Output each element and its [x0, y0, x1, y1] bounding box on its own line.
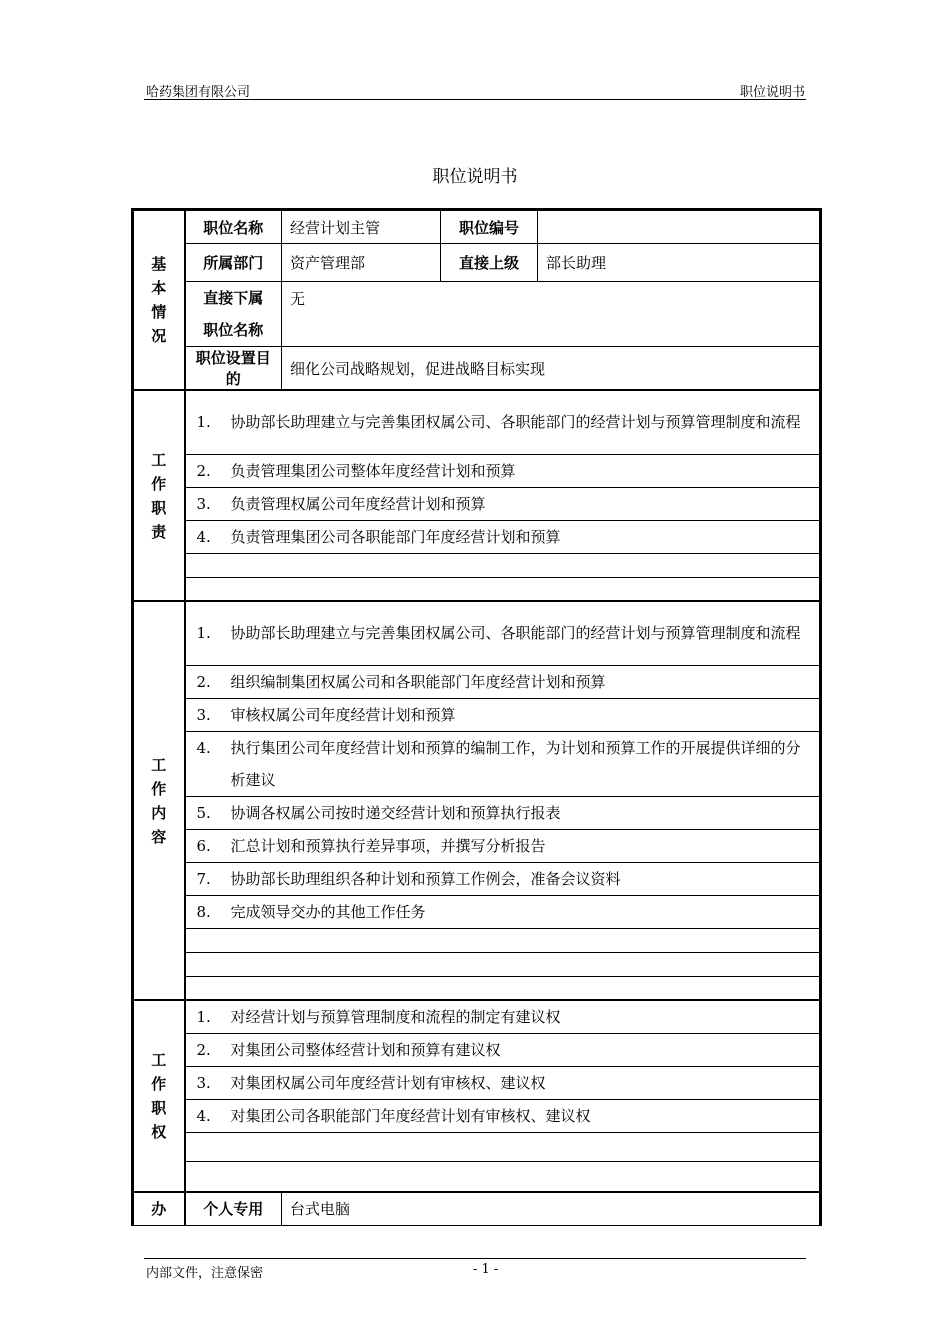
purpose-value: 细化公司战略规划，促进战略目标实现	[282, 347, 821, 391]
content-text: 汇总计划和预算执行差异事项，并撰写分析报告	[230, 836, 546, 855]
duty-num: 3.	[196, 494, 211, 513]
authority-text: 对集团权属公司年度经营计划有审核权、建议权	[230, 1074, 546, 1092]
subordinate-label-line2: 职位名称	[203, 321, 264, 339]
content-text: 组织编制集团权属公司和各职能部门年度经营计划和预算	[230, 672, 606, 691]
section-authority-label: 工作职权	[151, 1050, 167, 1141]
duty-num: 1.	[196, 413, 211, 432]
authority-item	[185, 1067, 821, 1100]
subordinate-label	[185, 282, 282, 347]
authority-item	[185, 1034, 821, 1067]
page-title: 职位说明书	[432, 167, 518, 187]
subordinate-value: 无	[282, 282, 821, 347]
duty-item	[185, 454, 821, 487]
authority-empty-row	[185, 1162, 821, 1192]
content-item	[185, 601, 821, 665]
header-divider	[144, 99, 806, 100]
duty-item	[185, 487, 821, 520]
superior-value: 部长助理	[538, 244, 821, 282]
duty-text: 负责管理权属公司年度经营计划和预算	[230, 494, 486, 513]
footer-note: 内部文件，注意保密	[146, 1266, 264, 1281]
authority-item	[185, 1000, 821, 1034]
position-name-value: 经营计划主管	[282, 210, 441, 244]
content-num: 8.	[196, 902, 211, 921]
personal-value: 台式电脑	[282, 1192, 821, 1226]
section-duties-label: 工作职责	[151, 450, 167, 541]
header-company: 哈药集团有限公司	[146, 85, 251, 100]
content-text: 执行集团公司年度经营计划和预算的编制工作，为计划和预算工作的开展提供详细的分析建议	[230, 738, 801, 789]
authority-text: 对经营计划与预算管理制度和流程的制定有建议权	[230, 1008, 561, 1026]
position-code-label: 职位编号	[441, 210, 538, 244]
department-label: 所属部门	[185, 244, 282, 282]
authority-num: 1.	[196, 1008, 211, 1026]
duty-text: 负责管理集团公司各职能部门年度经营计划和预算	[230, 527, 561, 546]
content-item	[185, 796, 821, 829]
content-num: 5.	[196, 803, 211, 822]
duty-text: 负责管理集团公司整体年度经营计划和预算	[230, 461, 516, 480]
page-number: - 1 -	[473, 1262, 499, 1277]
content-empty-row	[185, 928, 821, 952]
content-item	[185, 665, 821, 698]
authority-text: 对集团公司各职能部门年度经营计划有审核权、建议权	[230, 1107, 591, 1125]
section-basic-label: 基本情况	[151, 255, 167, 345]
duty-item	[185, 390, 821, 454]
content-num: 1.	[196, 624, 211, 643]
content-item	[185, 829, 821, 862]
department-value: 资产管理部	[282, 244, 441, 282]
subordinate-label-line1: 直接下属	[203, 289, 264, 307]
position-name-label: 职位名称	[185, 210, 282, 244]
job-description-table	[131, 208, 822, 1226]
duty-item	[185, 520, 821, 553]
content-item	[185, 698, 821, 731]
content-text: 协助部长助理组织各种计划和预算工作例会，准备会议资料	[230, 869, 621, 888]
duty-text: 协助部长助理建立与完善集团权属公司、各职能部门的经营计划与预算管理制度和流程	[230, 413, 801, 432]
content-empty-row	[185, 976, 821, 1000]
authority-empty-row	[185, 1133, 821, 1162]
content-num: 6.	[196, 836, 211, 855]
duty-num: 2.	[196, 461, 211, 480]
content-num: 2.	[196, 672, 211, 691]
authority-text: 对集团公司整体经营计划和预算有建议权	[230, 1041, 501, 1059]
section-content	[133, 601, 185, 1000]
authority-item	[185, 1100, 821, 1133]
section-office: 办	[133, 1192, 185, 1226]
authority-num: 3.	[196, 1074, 211, 1092]
header-doc-type: 职位说明书	[739, 85, 805, 100]
content-num: 4.	[196, 738, 211, 757]
content-text: 协调各权属公司按时递交经营计划和预算执行报表	[230, 803, 561, 822]
section-duties	[133, 390, 185, 601]
content-text: 审核权属公司年度经营计划和预算	[230, 705, 456, 724]
section-content-label: 工作内容	[151, 755, 167, 846]
content-item	[185, 862, 821, 895]
section-authority	[133, 1000, 185, 1192]
authority-num: 2.	[196, 1041, 211, 1059]
content-num: 3.	[196, 705, 211, 724]
content-num: 7.	[196, 869, 211, 888]
duty-empty-row	[185, 553, 821, 577]
purpose-label: 职位设置目的	[185, 347, 282, 391]
content-item	[185, 731, 821, 796]
personal-label: 个人专用	[185, 1192, 282, 1226]
content-empty-row	[185, 952, 821, 976]
content-item	[185, 895, 821, 928]
content-text: 协助部长助理建立与完善集团权属公司、各职能部门的经营计划与预算管理制度和流程	[230, 624, 801, 643]
duty-empty-row	[185, 577, 821, 601]
authority-num: 4.	[196, 1107, 211, 1125]
superior-label: 直接上级	[441, 244, 538, 282]
section-basic	[133, 210, 185, 391]
content-text: 完成领导交办的其他工作任务	[230, 902, 426, 921]
position-code-value	[538, 210, 821, 244]
footer-divider	[144, 1258, 806, 1259]
duty-num: 4.	[196, 527, 211, 546]
